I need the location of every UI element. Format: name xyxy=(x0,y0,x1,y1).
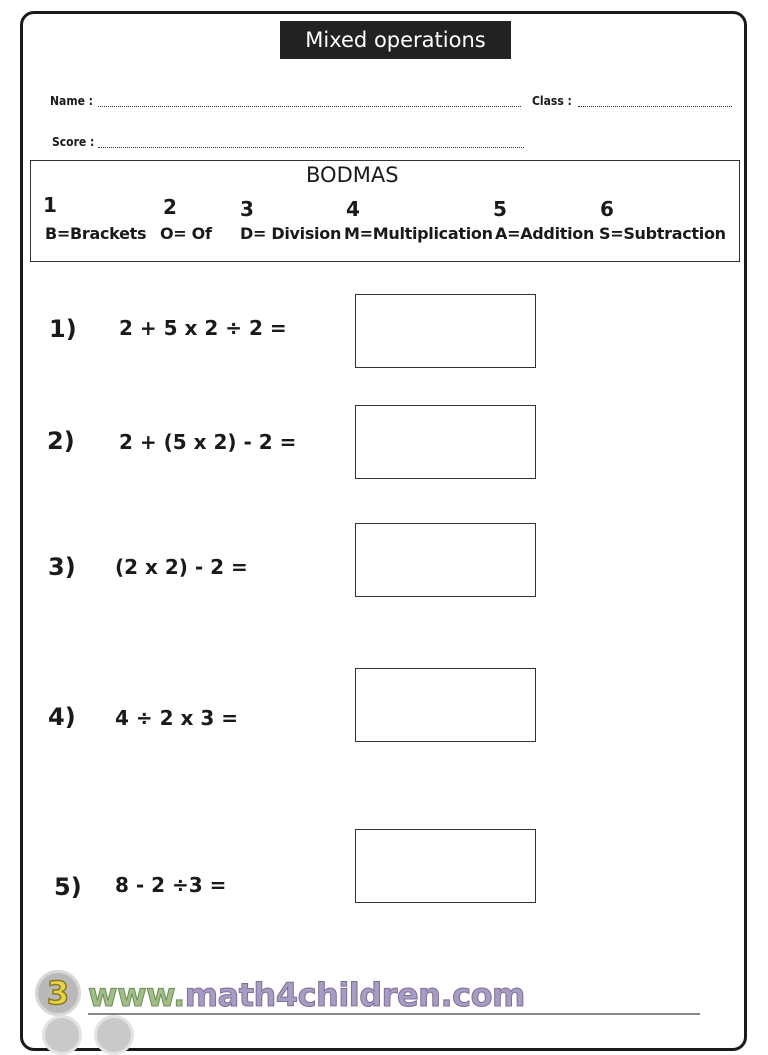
question-expression: 2 + (5 x 2) - 2 = xyxy=(119,430,297,454)
rule-number: 5 xyxy=(493,197,507,221)
name-label: Name : xyxy=(50,94,93,108)
rule-brackets: B=Brackets xyxy=(45,224,147,243)
page-title xyxy=(280,21,511,59)
question-number: 3) xyxy=(48,553,76,581)
question-expression: 4 ÷ 2 x 3 = xyxy=(115,706,238,730)
bodmas-title: BODMAS xyxy=(306,163,399,187)
rule-addition: A=Addition xyxy=(495,224,595,243)
rule-number: 3 xyxy=(240,197,254,221)
logo-badge xyxy=(35,970,81,1016)
answer-box[interactable] xyxy=(355,405,536,479)
score-label: Score : xyxy=(52,135,95,149)
site-logo xyxy=(88,976,525,1014)
rule-number: 6 xyxy=(600,197,614,221)
question-expression: 2 + 5 x 2 ÷ 2 = xyxy=(119,316,287,340)
question-number: 4) xyxy=(48,703,76,731)
logo-badge-digit: 3 xyxy=(46,974,70,1012)
score-field[interactable] xyxy=(98,147,524,148)
site-name: math4children.com xyxy=(184,976,525,1014)
decorative-circle xyxy=(94,1015,134,1055)
class-field[interactable] xyxy=(578,106,732,107)
answer-box[interactable] xyxy=(355,829,536,903)
class-label: Class : xyxy=(532,94,572,108)
answer-box[interactable] xyxy=(355,523,536,597)
answer-box[interactable] xyxy=(355,294,536,368)
decorative-circle xyxy=(42,1015,82,1055)
question-expression: 8 - 2 ÷3 = xyxy=(115,873,227,897)
rule-number: 1 xyxy=(43,193,57,217)
rule-subtraction: S=Subtraction xyxy=(599,224,726,243)
question-expression: (2 x 2) - 2 = xyxy=(115,555,248,579)
rule-number: 4 xyxy=(346,197,360,221)
answer-box[interactable] xyxy=(355,668,536,742)
question-number: 2) xyxy=(47,427,75,455)
footer-divider xyxy=(88,1013,700,1015)
rule-of: O= Of xyxy=(160,224,212,243)
site-prefix: www. xyxy=(88,976,185,1014)
rule-multiplication: M=Multiplication xyxy=(344,224,493,243)
question-number: 1) xyxy=(49,315,77,343)
page-title-text: Mixed operations xyxy=(305,28,486,52)
rule-division: D= Division xyxy=(240,224,342,243)
rule-number: 2 xyxy=(163,195,177,219)
name-field[interactable] xyxy=(98,106,521,107)
question-number: 5) xyxy=(54,873,82,901)
